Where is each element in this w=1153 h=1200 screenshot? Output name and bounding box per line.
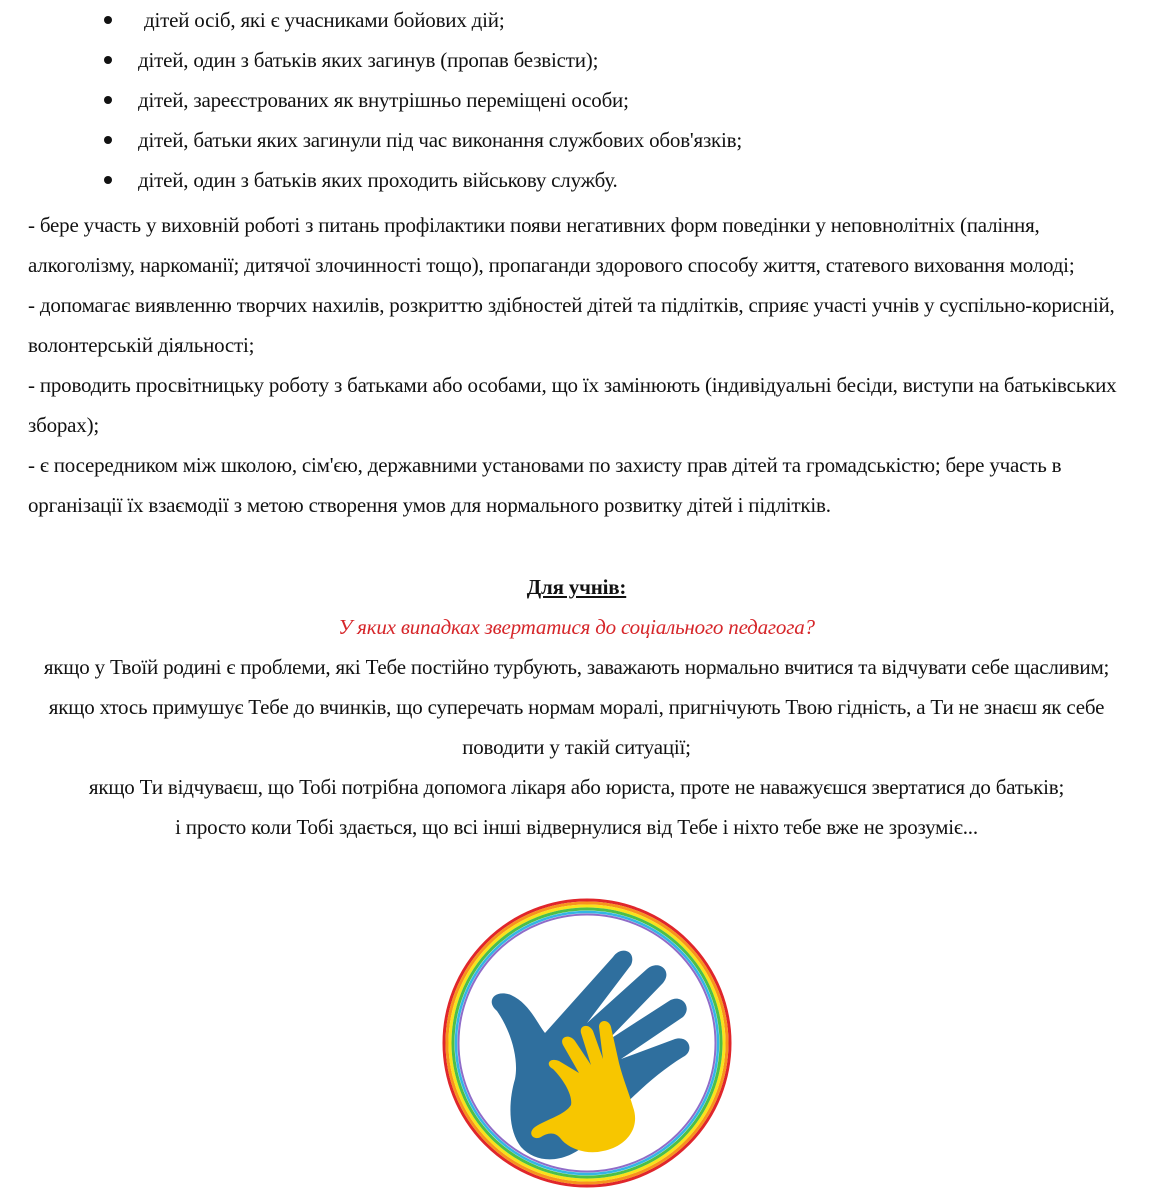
duty-paragraph: - бере участь у виховній роботі з питань профілактики появи негативних форм поведінки у неповнолітніх (паління, алкоголізму, наркоманії; дитячої злочинності тощо), пропаганди здорового способу життя, статевого виховання молоді; bbox=[28, 213, 1075, 277]
case-item: якщо хтось примушує Тебе до вчинків, що суперечать нормам моралі, пригнічують Твою гідність, а Ти не знаєш як себе поводити у такій ситуації; bbox=[48, 695, 1105, 759]
bullet-text: дітей, один з батьків яких загинув (пропав безвісти); bbox=[138, 48, 599, 72]
bullet-item bbox=[0, 80, 1153, 120]
students-section bbox=[0, 567, 1153, 847]
bullet-item bbox=[0, 160, 1153, 200]
bullet-item bbox=[0, 120, 1153, 160]
bullet-icon bbox=[104, 176, 112, 184]
bullet-text: дітей, батьки яких загинули під час виконання службових обов'язків; bbox=[138, 128, 743, 152]
bullet-item bbox=[0, 0, 1153, 40]
bullet-icon bbox=[104, 96, 112, 104]
bullet-icon bbox=[104, 16, 112, 24]
case-item: якщо у Твоїй родині є проблеми, які Тебе постійно турбують, заважають нормально вчитися та відчувати себе щасливим; bbox=[43, 655, 1110, 679]
helping-hands-logo-icon bbox=[437, 893, 737, 1193]
bullet-icon bbox=[104, 136, 112, 144]
section-heading: Для учнів: bbox=[526, 575, 627, 599]
duty-paragraph: - допомагає виявленню творчих нахилів, розкриттю здібностей дітей та підлітків, сприяє участі учнів у суспільно-корисній, волонтерській діяльності; bbox=[28, 293, 1115, 357]
case-item: якщо Ти відчуваєш, що Тобі потрібна допомога лікаря або юриста, проте не наважуєшся звертатися до батьків; bbox=[88, 775, 1065, 799]
case-item: і просто коли Тобі здається, що всі інші відвернулися від Тебе і ніхто тебе вже не зрозуміє... bbox=[175, 815, 978, 839]
duty-paragraph: - проводить просвітницьку роботу з батьками або особами, що їх замінюють (індивідуальні бесіди, виступи на батьківських зборах); bbox=[28, 373, 1117, 437]
duty-paragraph: - є посередником між школою, сім'єю, державними установами по захисту прав дітей та громадськістю; бере участь в організації їх взаємодії з метою створення умов для нормального розвитку дітей і підлітків. bbox=[28, 453, 1062, 517]
bullet-text: дітей, зареєстрованих як внутрішньо переміщені особи; bbox=[138, 88, 629, 112]
bullet-list bbox=[0, 0, 1153, 200]
bullet-icon bbox=[104, 56, 112, 64]
section-question: У яких випадках звертатися до соціального педагога? bbox=[338, 615, 815, 639]
bullet-text: дітей, один з батьків яких проходить військову службу. bbox=[138, 168, 618, 192]
bullet-item bbox=[0, 40, 1153, 80]
duties-paragraphs bbox=[28, 205, 1133, 525]
bullet-text: дітей осіб, які є учасниками бойових дій; bbox=[144, 8, 505, 32]
